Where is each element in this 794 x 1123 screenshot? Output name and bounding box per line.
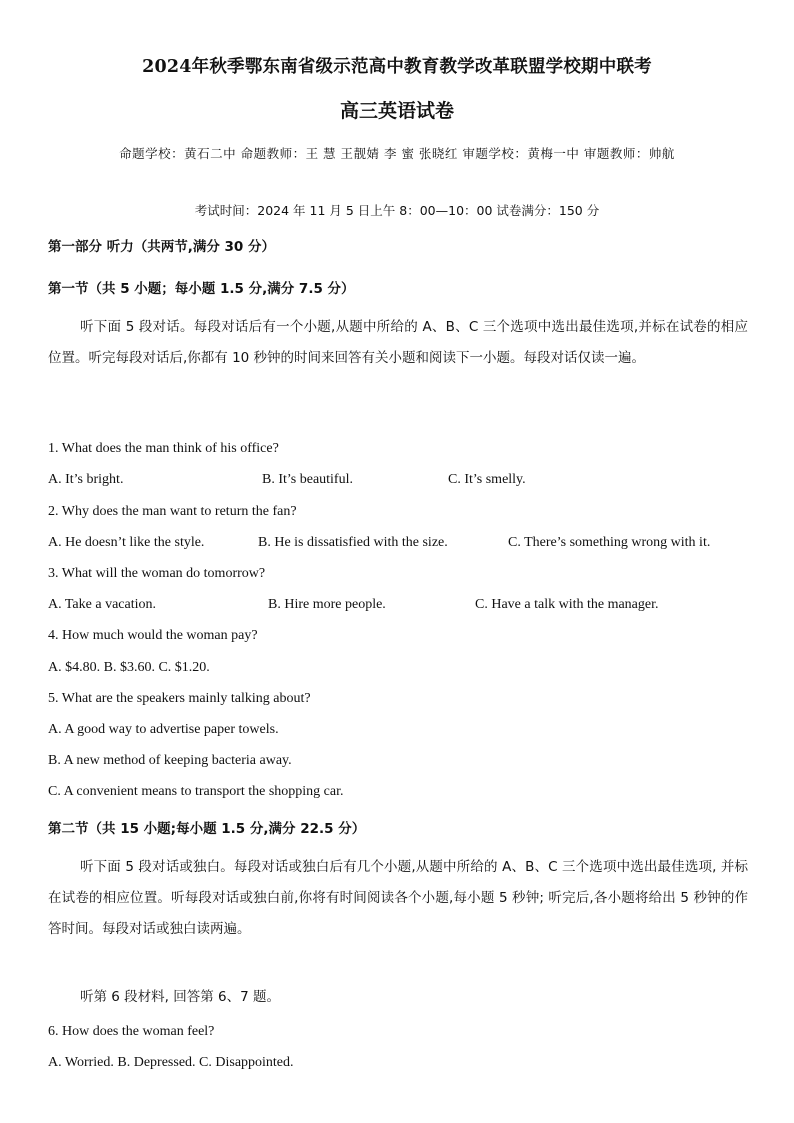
question-stem: 4. How much would the woman pay? xyxy=(48,628,258,643)
option-a: A. He doesn’t like the style. xyxy=(48,535,205,550)
exam-subtitle: 高三英语试卷 xyxy=(339,100,454,122)
section2-instructions: 听下面 5 段对话或独白。每段对话或独白后有几个小题,从题中所给的 A、B、C 三个选项中选出最佳选项, 并标在试卷的相应位置。听每段对话或独白前,你将有时间阅读各个小题,每小题 5 秒钟; 听完后,各小题将给出 5 秒钟的作答时间。每段对话或独白读两遍。 xyxy=(48,859,748,937)
question-stem: 1. What does the man think of his office? xyxy=(48,441,279,456)
option-b: B. He is dissatisfied with the size. xyxy=(258,535,448,550)
option-b: B. Hire more people. xyxy=(268,597,386,612)
section1-heading: 第一节（共 5 小题；每小题 1.5 分,满分 7.5 分） xyxy=(48,281,355,297)
exam-info: 考试时间：2024 年 11 月 5 日上午 8：00—10：00 试卷满分：150 分 xyxy=(194,203,600,218)
question-options: A. Worried. B. Depressed. C. Disappointed. xyxy=(48,1055,294,1070)
authors-line: 命题学校：黄石二中 命题教师：王 慧 王靓婧 李 蜜 张晓红 审题学校：黄梅一中 审题教师：帅航 xyxy=(119,146,675,161)
option-c: C. A convenient means to transport the shopping car. xyxy=(48,784,344,799)
question-options: A. $4.80. B. $3.60. C. $1.20. xyxy=(48,660,210,675)
option-a: A. It’s bright. xyxy=(48,472,124,487)
question-stem: 5. What are the speakers mainly talking about? xyxy=(48,691,311,706)
option-b: B. It’s beautiful. xyxy=(262,472,353,487)
section2-heading: 第二节（共 15 小题;每小题 1.5 分,满分 22.5 分） xyxy=(48,821,366,837)
exam-title: 2024年秋季鄂东南省级示范高中教育教学改革联盟学校期中联考 xyxy=(142,57,652,77)
option-a: A. A good way to advertise paper towels. xyxy=(48,722,279,737)
option-c: C. There’s something wrong with it. xyxy=(508,535,711,550)
section1-instructions: 听下面 5 段对话。每段对话后有一个小题,从题中所给的 A、B、C 三个选项中选出最佳选项,并标在试卷的相应位置。听完每段对话后,你都有 10 秒钟的时间来回答有关小题和阅读下一小题。每段对话仅读一遍。 xyxy=(48,319,748,366)
sub-instruction: 听第 6 段材料, 回答第 6、7 题。 xyxy=(80,989,281,1005)
option-b: B. A new method of keeping bacteria away. xyxy=(48,753,292,768)
question-stem: 6. How does the woman feel? xyxy=(48,1024,215,1039)
question-stem: 3. What will the woman do tomorrow? xyxy=(48,566,266,581)
option-a: A. Take a vacation. xyxy=(48,597,156,612)
option-c: C. It’s smelly. xyxy=(448,472,526,487)
question-stem: 2. Why does the man want to return the fan? xyxy=(48,504,297,519)
part1-heading: 第一部分 听力（共两节,满分 30 分） xyxy=(48,239,276,255)
option-c: C. Have a talk with the manager. xyxy=(475,597,659,612)
